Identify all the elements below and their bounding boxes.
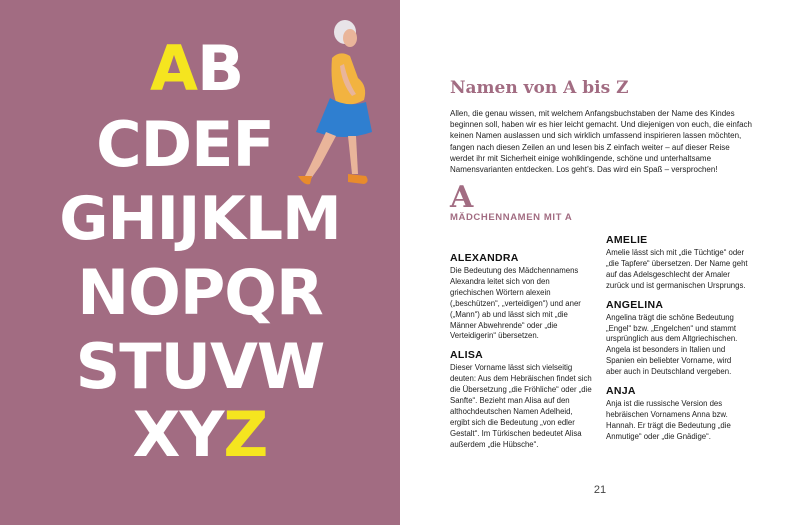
name-description: Anja ist die russische Version des hebräischen Vornamens Anna bzw. Hannah. Er trägt die Bedeutung „die Anmutige“ oder „die Gnädige“. <box>606 399 731 441</box>
name-title: ALEXANDRA <box>450 252 519 264</box>
name-entry <box>450 349 592 450</box>
alphabet-letters: XY <box>132 398 224 471</box>
alphabet-row-xyz <box>0 398 400 471</box>
name-entry <box>606 234 748 292</box>
highlight-letter-a: A <box>150 32 197 105</box>
section-title: Namen von A bis Z <box>450 78 629 98</box>
name-description: Angelina trägt die schöne Bedeutung „Engel“ bzw. „Engelchen“ und stammt ursprünglich aus dem Altgriechischen. Angela ist besonders in Italien und Spanien ein beliebter Vorname, wird aber auch in Deutschland vergeben. <box>606 312 738 377</box>
category-heading: MÄDCHENNAMEN MIT A <box>450 212 573 223</box>
name-entry <box>606 299 748 378</box>
right-page <box>400 0 800 525</box>
pregnant-woman-walking-illustration-icon <box>280 16 380 196</box>
name-entry <box>606 385 748 443</box>
alphabet-letters: B <box>196 32 244 105</box>
alphabet-letters: CDEF <box>96 108 274 181</box>
alphabet-row-nopqr <box>0 256 400 329</box>
intro-paragraph: Allen, die genau wissen, mit welchem Anfangsbuchstaben der Name des Kindes beginnen soll, haben wir es hier leicht gemacht. Und diejenigen von euch, die einfach keinen Namen auslassen und sich wirklich umfassend inspirieren lassen möchten, fangen nach diesen Zeilen an und lesen bis Z einfach weiter – auf dieser Reise werdet ihr mit Sicherheit einige wohlklingende, schöne und unterhaltsame Namensvarianten entdecken. Los geht’s. Das wird ein Spaß – versprochen! <box>450 109 752 175</box>
names-column-right <box>606 234 748 450</box>
section-letter: A <box>450 180 474 215</box>
alphabet-letters: STUVW <box>75 330 325 403</box>
names-column-left <box>450 252 592 458</box>
name-title: ANJA <box>606 385 636 398</box>
page-number: 21 <box>593 484 607 496</box>
alphabet-row-ghijklm <box>0 184 400 254</box>
name-description: Dieser Vorname lässt sich vielseitig deuten: Aus dem Hebräischen findet sich die Übersetzung „die Fröhliche“ oder „die Sanfte“. Bezieht man Alisa auf den althochdeutschen Namen Adelheid, ergibt sich die Bedeutung „von edler Gestalt“. Im Türkischen bedeutet Alisa außerdem „die Hübsche“. <box>450 363 592 449</box>
alphabet-letters: NOPQR <box>77 256 323 329</box>
name-entry <box>450 252 592 342</box>
name-title: ANGELINA <box>606 298 664 311</box>
alphabet-row-stuvw <box>0 330 400 403</box>
name-title: ALISA <box>450 349 483 362</box>
name-description: Amelie lässt sich mit „die Tüchtige“ oder „die Tapfere“ übersetzen. Der Name geht auf das Adelsgeschlecht der Amaler zurück und ist germanischen Ursprungs. <box>606 248 748 290</box>
name-title: AMELIE <box>606 234 648 246</box>
alphabet-letters: GHIJKLM <box>59 184 341 254</box>
highlight-letter-z: Z <box>223 398 268 471</box>
name-description: Die Bedeutung des Mädchennamens Alexandra leitet sich von den griechischen Wörtern alexein („beschützen“, „verteidigen“) und aner („Mann“) ab und lässt sich mit „die Männer Abwehrende“ oder „die Verteidigerin“ übersetzen. <box>450 266 581 341</box>
